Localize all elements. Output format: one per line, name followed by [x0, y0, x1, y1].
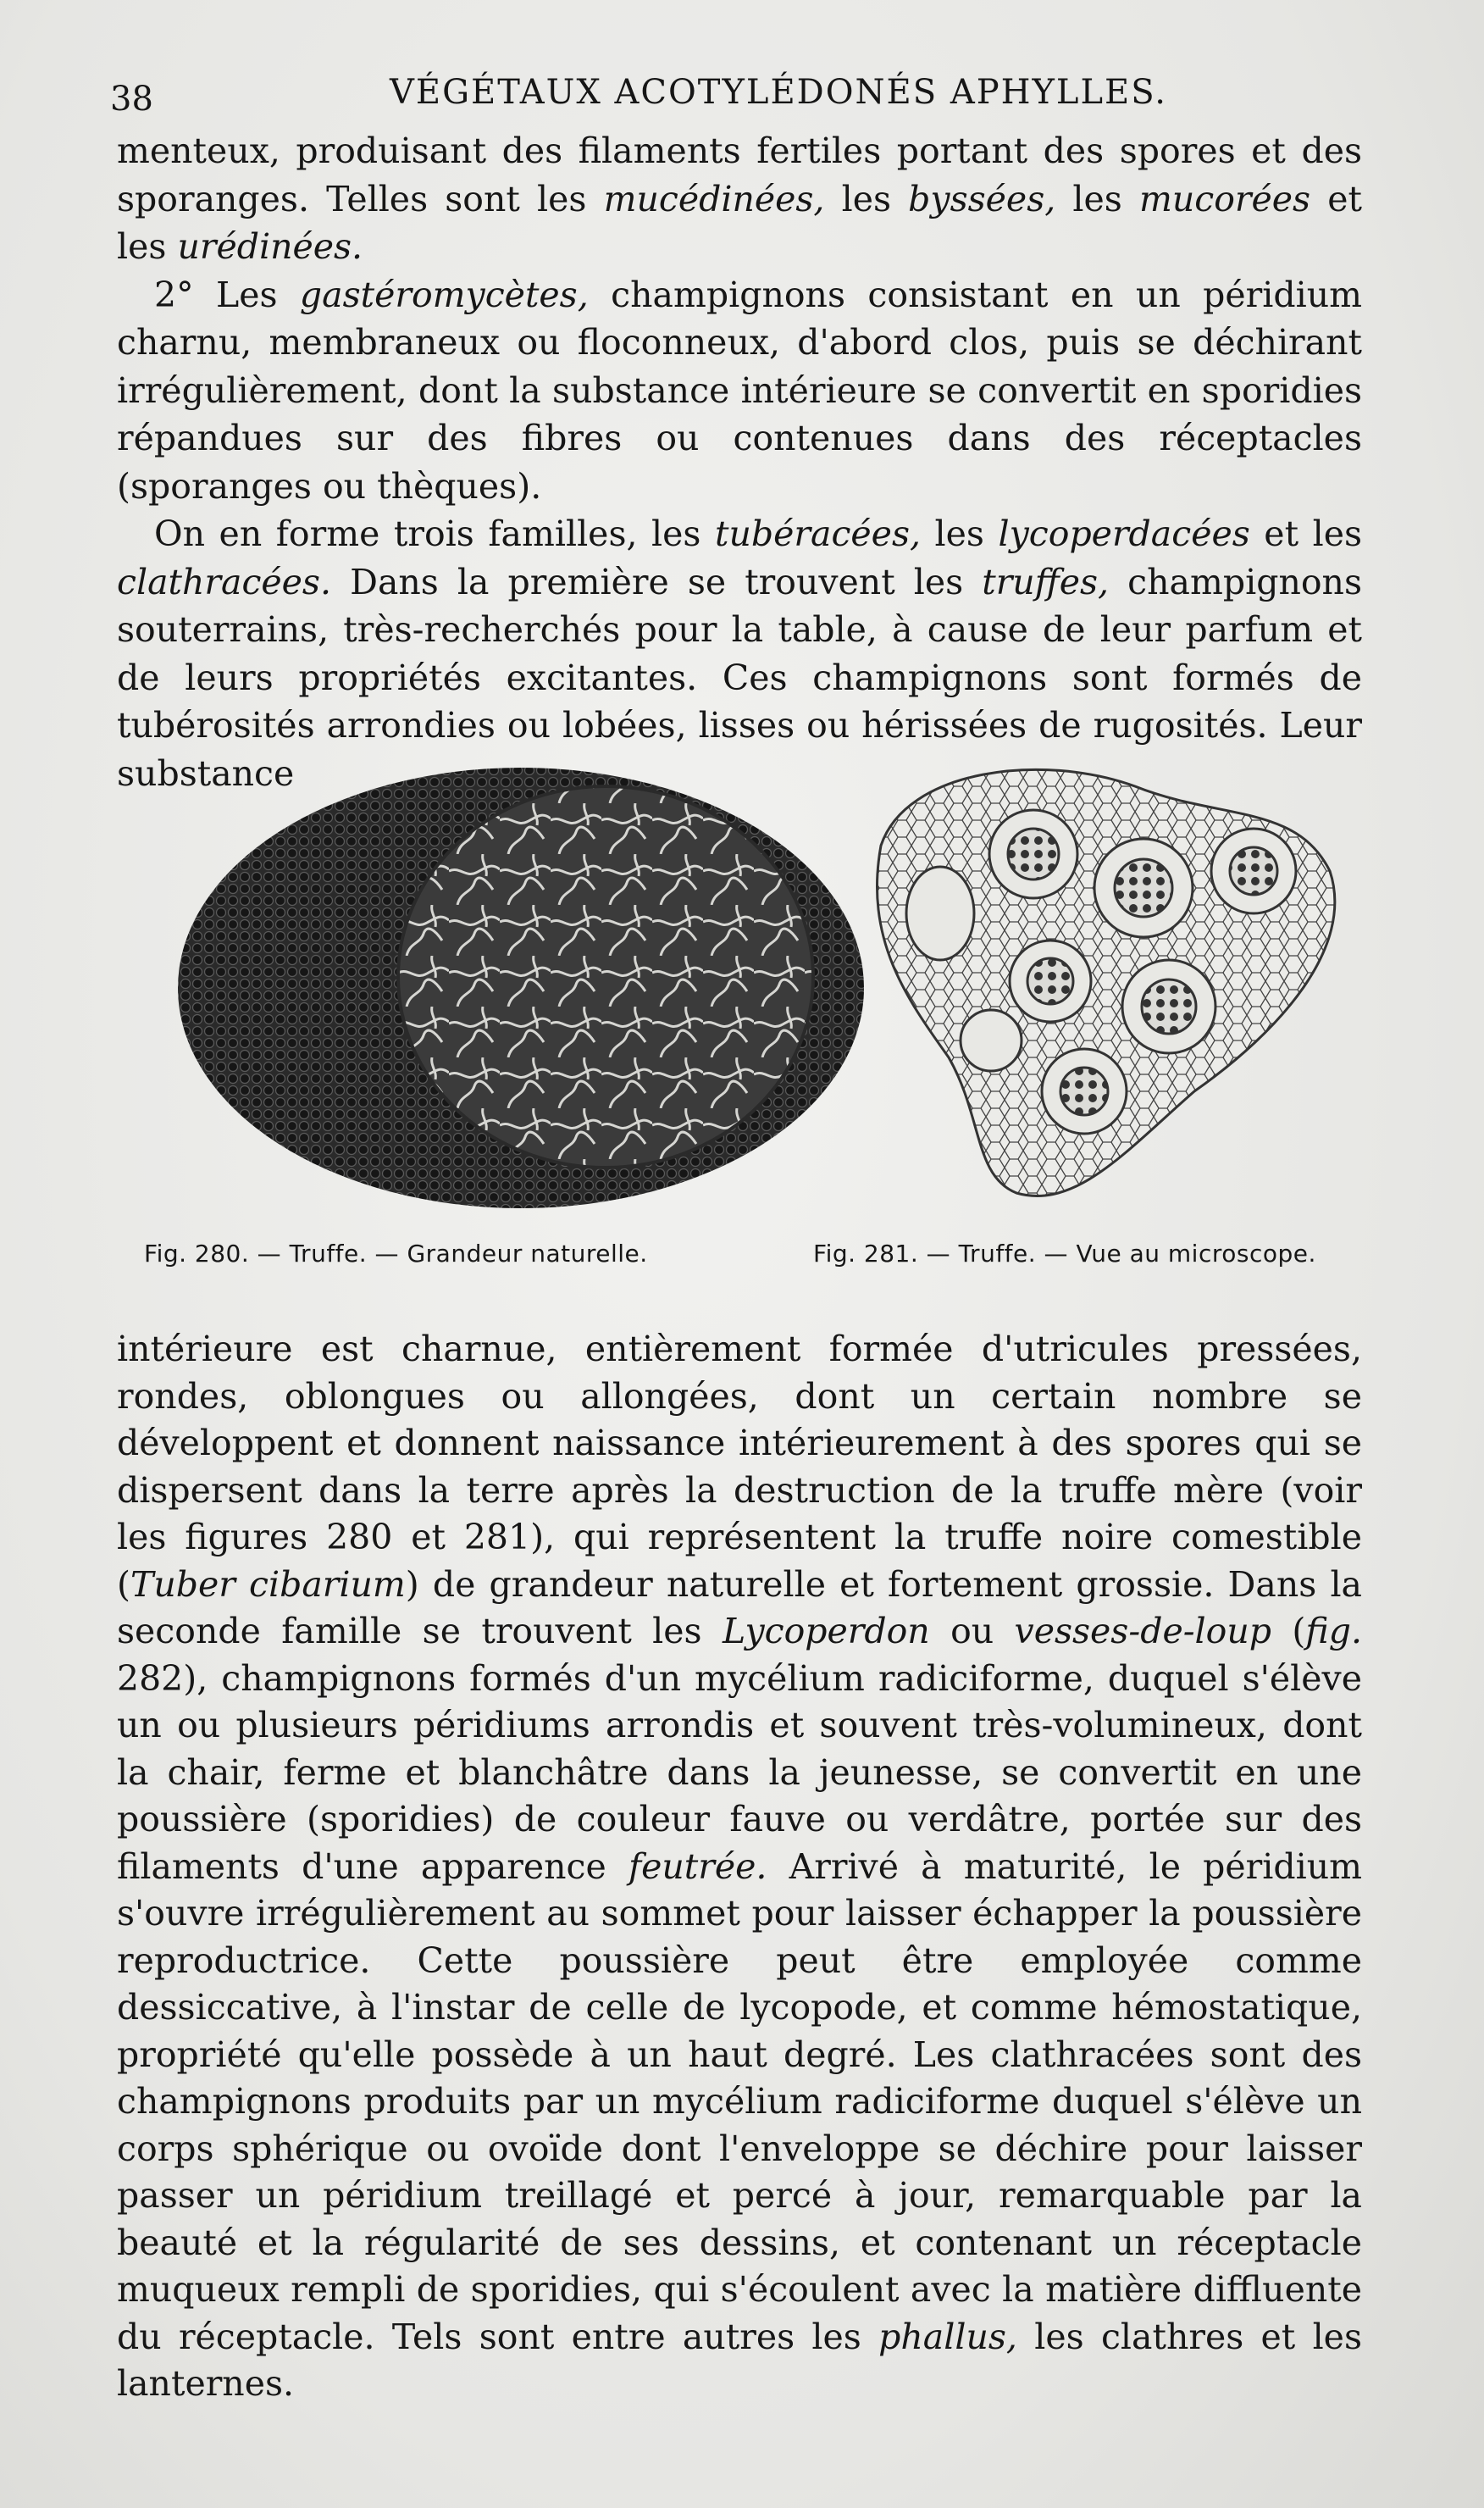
- paragraph-3: On en forme trois familles, les tubéracées, les lycoperdacées et les clathracées. Dans la première se trouvent les truffes, champignons souterrains, très-recherchés pour la table, à cause de leur parfum et de leurs propriétés excitantes. Ces champignons sont formés de tubérosités arrondies ou lobées, lisses ou hérissées de rugosités. Leur substance: [117, 513, 1362, 794]
- paragraph-1: menteux, produisant des filaments fertiles portant des spores et des sporanges. Telles sont les mucédinées, les byssées, les mucorées et les urédinées.: [117, 130, 1362, 267]
- figure-280-caption: Fig. 280. — Truffe. — Grandeur naturelle.: [144, 1240, 648, 1268]
- truffle-cut-surface: [398, 786, 813, 1168]
- page-number: 38: [110, 80, 153, 119]
- page-header: [110, 73, 1364, 124]
- figure-row: [127, 752, 1372, 1295]
- text-block-top: [117, 127, 1362, 797]
- running-head: VÉGÉTAUX ACOTYLÉDONÉS APHYLLES.: [390, 73, 1167, 112]
- figure-281-caption: Fig. 281. — Truffe. — Vue au microscope.: [813, 1240, 1316, 1268]
- microscope-illustration: [856, 752, 1364, 1227]
- paragraph-4: intérieure est charnue, entièrement formée d'utricules pressées, rondes, oblongues ou allongées, dont un certain nombre se développent et donnent naissance intérieurement à des spores qui se dispersent dans la terre après la destruction de la truffe mère (voir les figures 280 et 281), qui représentent la truffe noire comestible (Tuber cibarium) de grandeur naturelle et fortement grossie. Dans la seconde famille se trouvent les Lycoperdon ou vesses-de-loup (fig. 282), champignons formés d'un mycélium radiciforme, duquel s'élève un ou plusieurs péridiums arrondis et souvent très-volumineux, dont la chair, ferme et blanchâtre dans la jeunesse, se convertit en une poussière (sporidies) de couleur fauve ou verdâtre, portée sur des filaments d'une apparence feutrée. Arrivé à maturité, le péridium s'ouvre irrégulièrement au sommet pour laisser échapper la poussière reproductrice. Cette poussière peut être employée comme dessiccative, à l'instar de celle de lycopode, et comme hémostatique, propriété qu'elle possède à un haut degré. Les clathracées sont des champignons produits par un mycélium radiciforme duquel s'élève un corps sphérique ou ovoïde dont l'enveloppe se déchire pour laisser passer un péridium treillagé et percé à jour, remarquable par la beauté et la régularité de ses dessins, et contenant un réceptacle muqueux rempli de sporidies, qui s'écoulent avec la matière diffluente du réceptacle. Tels sont entre autres les phallus, les clathres et les lanternes.: [117, 1329, 1363, 2404]
- truffle-illustration: [144, 752, 872, 1235]
- text-block-bottom: [117, 1326, 1362, 2408]
- paragraph-2: 2° Les gastéromycètes, champignons consistant en un péridium charnu, membraneux ou floconneux, d'abord clos, puis se déchirant irrégulièrement, dont la substance intérieure se convertit en sporidies répandues sur des fibres ou contenues dans des réceptacles (sporanges ou thèques).: [117, 274, 1362, 507]
